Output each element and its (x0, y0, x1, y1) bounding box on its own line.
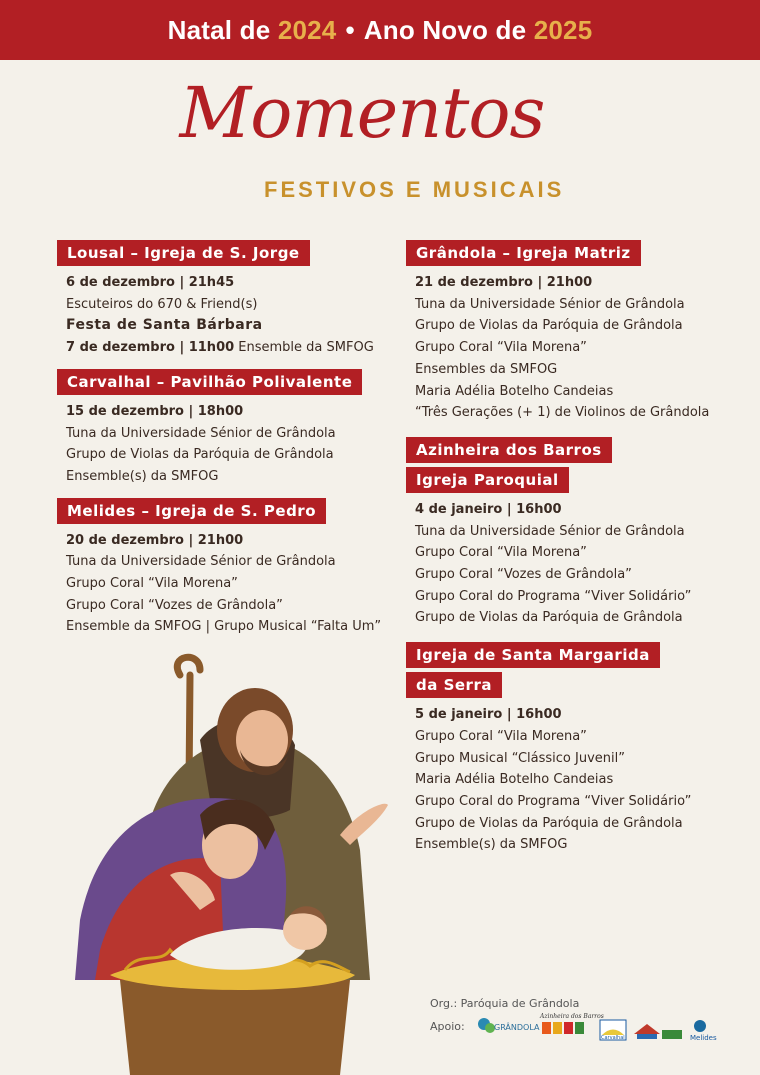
section-azinheira (406, 437, 709, 629)
performer: Ensemble(s) da SMFOG (415, 837, 568, 853)
banner-text-natal: Natal de (167, 14, 278, 45)
poster-title: Momentos (179, 72, 545, 154)
right-column (406, 240, 709, 856)
performer: Grupo de Violas da Paróquia de Grândola (415, 610, 683, 626)
event-date: 7 de dezembro | 11h00 (66, 340, 235, 356)
performer: Escuteiros do 670 & Friend(s) (66, 296, 258, 312)
event-name: Festa de Santa Bárbara (66, 317, 263, 334)
performer: Tuna da Universidade Sénior de Grândola (415, 296, 685, 312)
section-heading: Carvalhal – Pavilhão Polivalente (57, 369, 362, 395)
union-logo (634, 1024, 682, 1039)
section-grandola (406, 240, 709, 424)
section-heading: Melides – Igreja de S. Pedro (57, 498, 326, 524)
section-heading-line2: da Serra (406, 672, 502, 698)
performer: Grupo Coral “Vila Morena” (415, 728, 587, 744)
section-heading-line1: Azinheira dos Barros (406, 437, 612, 463)
performer: Grupo de Violas da Paróquia de Grândola (66, 447, 334, 463)
event-date-with-performer (57, 337, 381, 359)
performer: Tuna da Universidade Sénior de Grândola (66, 554, 336, 570)
performer: “Três Gerações (+ 1) de Violinos de Grândola (415, 405, 710, 421)
azinheira-logo (539, 1013, 604, 1034)
performer: Grupo Coral “Vozes de Grândola” (66, 597, 283, 613)
grandola-logo-text: GRÂNDOLA (494, 1023, 540, 1032)
left-column (57, 240, 381, 638)
performer: Grupo Coral do Programa “Viver Solidário” (415, 588, 692, 604)
banner-separator: • (345, 14, 355, 45)
performer: Tuna da Universidade Sénior de Grândola (66, 425, 336, 441)
poster-subtitle: FESTIVOS E MUSICAIS (264, 177, 565, 202)
performer: Grupo Coral do Programa “Viver Solidário” (415, 793, 692, 809)
melides-logo (690, 1020, 717, 1042)
performer: Grupo de Violas da Paróquia de Grândola (415, 815, 683, 831)
event-date: 15 de dezembro | 18h00 (66, 403, 244, 419)
section-heading: Lousal – Igreja de S. Jorge (57, 240, 310, 266)
performer: Ensemble da SMFOG (234, 340, 374, 356)
banner-year-2024: 2024 (277, 14, 337, 45)
organizer-credit: Org.: Paróquia de Grândola (430, 997, 580, 1010)
banner-text-ano-novo: Ano Novo de (363, 14, 534, 45)
support-label: Apoio: (430, 1020, 465, 1033)
section-carvalhal (57, 369, 381, 488)
performer: Ensemble(s) da SMFOG (66, 468, 219, 484)
event-date: 20 de dezembro | 21h00 (66, 532, 244, 548)
carvalhal-logo (600, 1020, 626, 1041)
performer: Tuna da Universidade Sénior de Grândola (415, 523, 685, 539)
carvalhal-logo-text: Carvalhal (601, 1035, 625, 1041)
performer: Grupo Coral “Vila Morena” (415, 545, 587, 561)
event-date: 5 de janeiro | 16h00 (415, 707, 562, 723)
section-melides (57, 498, 381, 639)
performer: Ensembles da SMFOG (415, 361, 558, 377)
section-lousal (57, 240, 381, 359)
event-date: 21 de dezembro | 21h00 (415, 275, 593, 290)
performer: Grupo Coral “Vozes de Grândola” (415, 567, 632, 583)
performer: Grupo Coral “Vila Morena” (415, 340, 587, 356)
event-date: 4 de janeiro | 16h00 (415, 501, 562, 517)
performer: Ensemble da SMFOG | Grupo Musical “Falta Um” (66, 619, 382, 635)
performer: Grupo Coral “Vila Morena” (66, 576, 238, 592)
sponsor-logos (472, 1010, 732, 1046)
section-heading-line1: Igreja de Santa Margarida (406, 642, 660, 668)
top-banner (0, 0, 760, 60)
nativity-illustration (50, 650, 390, 1075)
performer: Maria Adélia Botelho Candeias (415, 772, 614, 788)
performer: Grupo de Violas da Paróquia de Grândola (415, 318, 683, 334)
section-santa-margarida (406, 642, 709, 856)
banner-year-2025: 2025 (533, 14, 593, 45)
grandola-logo (478, 1018, 540, 1033)
melides-logo-text: Melides (690, 1034, 717, 1042)
event-date: 6 de dezembro | 21h45 (66, 275, 235, 290)
performer: Maria Adélia Botelho Candeias (415, 383, 614, 399)
section-heading-line2: Igreja Paroquial (406, 467, 569, 493)
section-heading: Grândola – Igreja Matriz (406, 240, 641, 266)
performer: Grupo Musical “Clássico Juvenil” (415, 750, 625, 766)
azinheira-logo-text: Azinheira dos Barros (540, 1013, 604, 1020)
